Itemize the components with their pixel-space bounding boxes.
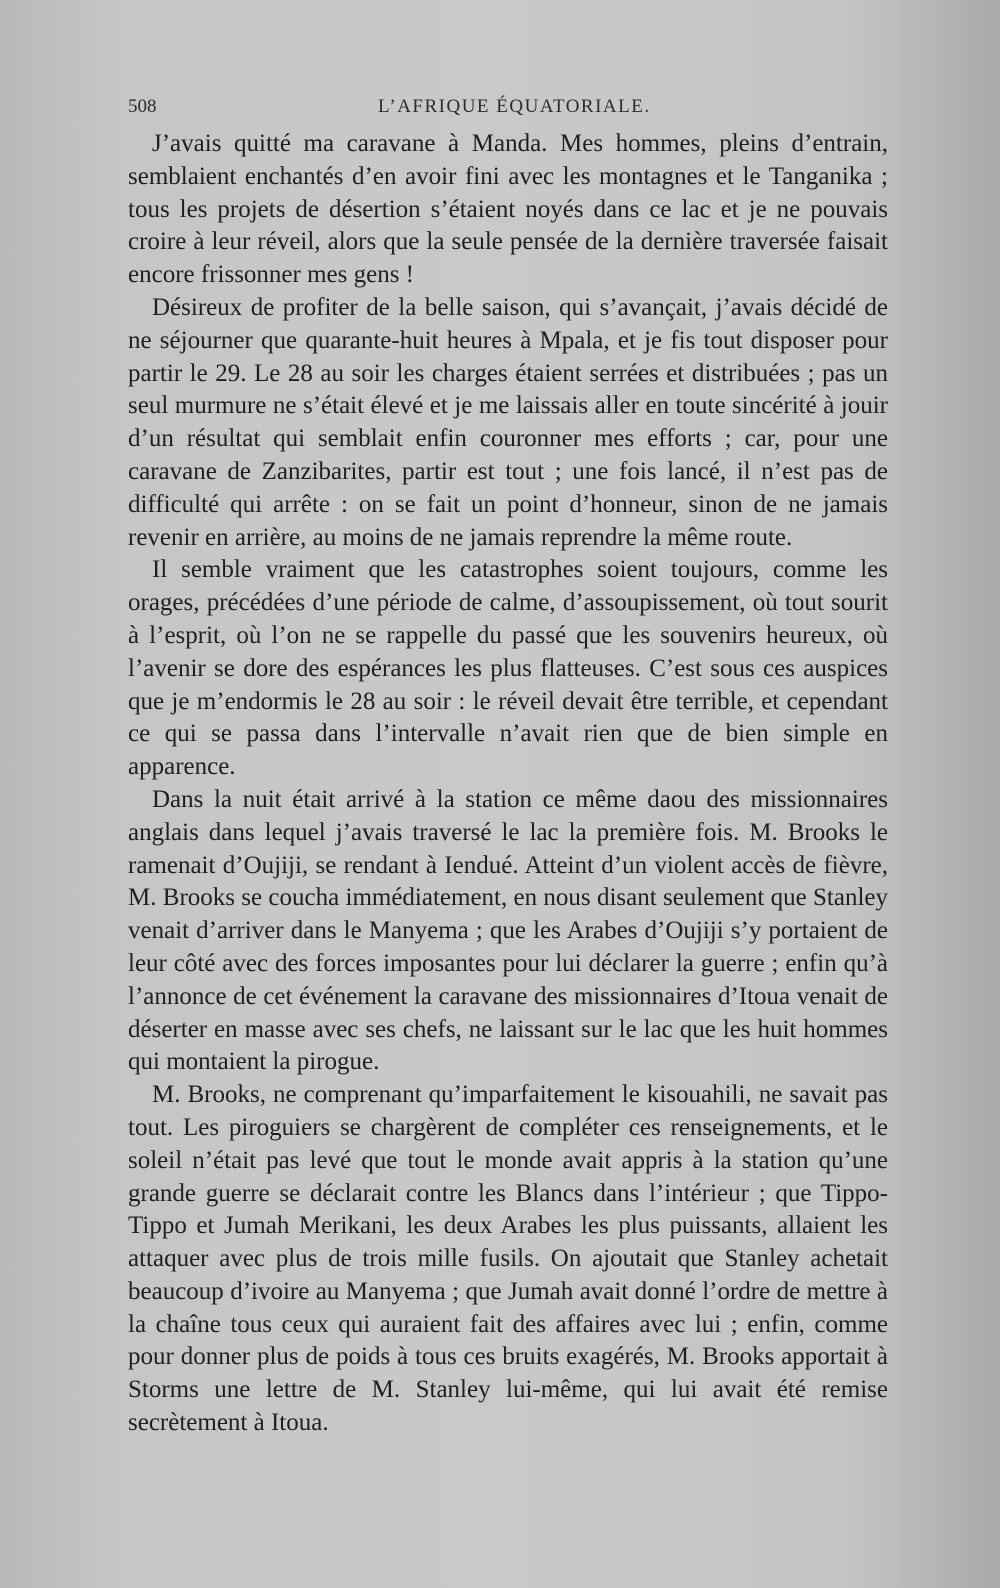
running-head: L’AFRIQUE ÉQUATORIALE. (378, 96, 651, 117)
paragraph: Désireux de profiter de la belle saison, qui s’avançait, j’avais décidé de ne séjourner que quarante-huit heures à Mpala, et je fis tout disposer pour partir le 29. Le 28 au soir les charges étaient serrées et distribuées ; pas un seul murmure ne s’était élevé et je me laissais aller en toute sincérité à jouir d’un résultat qui semblait enfin couronner mes efforts ; car, pour une caravane de Zanzibarites, partir est tout ; une fois lancé, il n’est pas de difficulté qui arrête : on se fait un point d’honneur, sinon de ne jamais revenir en arrière, au moins de ne jamais reprendre la même route. (128, 293, 888, 551)
page-number: 508 (128, 96, 157, 117)
paragraph: Dans la nuit était arrivé à la station ce même daou des missionnaires anglais dans lequel j’avais traversé le lac la première fois. M. Brooks le ramenait d’Oujiji, se rendant à Iendué. Atteint d’un violent accès de fièvre, M. Brooks se coucha immédiatement, en nous disant seulement que Stanley venait d’arriver dans le Manyema ; que les Arabes d’Oujiji s’y portaient de leur côté avec des forces imposantes pour lui déclarer la guerre ; enfin qu’à l’annonce de cet événement la caravane des missionnaires d’Itoua venait de déserter en masse avec ses chefs, ne laissant sur le lac que les huit hommes qui montaient la pirogue. (128, 785, 888, 1076)
paragraph: Il semble vraiment que les catastrophes soient toujours, comme les orages, précédées d’une période de calme, d’assoupissement, où tout sourit à l’esprit, où l’on ne se rappelle du passé que les souvenirs heureux, où l’avenir se dore des espérances les plus flatteuses. C’est sous ces auspices que je m’endormis le 28 au soir : le réveil devait être terrible, et cependant ce qui se passa dans l’intervalle n’avait rien que de bien simple en apparence. (128, 556, 888, 781)
paragraph: M. Brooks, ne comprenant qu’imparfaitement le kisouahili, ne savait pas tout. Les piroguiers se chargèrent de compléter ces renseignements, et le soleil n’était pas levé que tout le monde avait appris à la station qu’une grande guerre se déclarait contre les Blancs dans l’intérieur ; que Tippo-Tippo et Jumah Merikani, les deux Arabes les plus puissants, allaient les attaquer avec plus de trois mille fusils. On ajoutait que Stanley achetait beaucoup d’ivoire au Manyema ; que Jumah avait donné l’ordre de mettre à la chaîne tous ceux qui auraient fait des affaires avec lui ; enfin, comme pour donner plus de poids à tous ces bruits exagérés, M. Brooks apportait à Storms une lettre de M. Stanley lui-même, qui lui avait été remise secrètement à Itoua. (128, 1081, 888, 1437)
body-text (128, 128, 888, 1440)
paragraph: J’avais quitté ma caravane à Manda. Mes hommes, pleins d’entrain, semblaient enchantés d’en avoir fini avec les montagnes et le Tanganika ; tous les projets de désertion s’étaient noyés dans ce lac et je ne pouvais croire à leur réveil, alors que la seule pensée de la dernière traversée faisait encore frissonner mes gens ! (128, 130, 888, 289)
page-header (128, 96, 880, 126)
